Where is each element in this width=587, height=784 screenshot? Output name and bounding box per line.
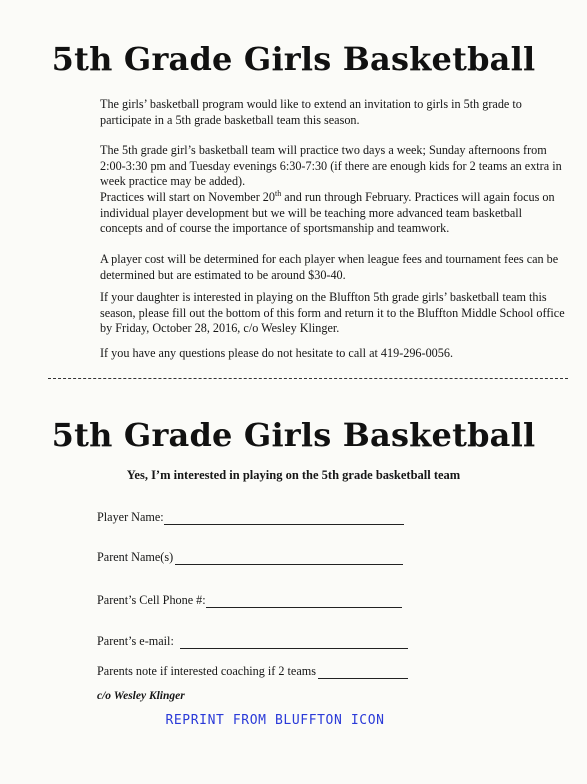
parent-names-field[interactable] — [97, 550, 403, 565]
ordinal-suffix: th — [274, 188, 282, 198]
coaching-interest-blank[interactable] — [318, 666, 408, 679]
form-subheading: Yes, I’m interested in playing on the 5th grade basketball team — [126, 468, 461, 482]
email-field[interactable] — [97, 634, 408, 649]
contact-paragraph: If you have any questions please do not hesitate to call at 419-296-0056. — [100, 346, 454, 360]
cell-phone-blank[interactable] — [206, 595, 402, 608]
player-name-label: Player Name: — [97, 510, 164, 524]
practice-start-text-rest: and run through February. Practices will again focus on individual player development but we will be teaching more advanced team basketball concepts and of course the importance of sportsmanship and teamwork. — [100, 190, 555, 235]
intro-paragraph: The girls’ basketball program would like to extend an invitation to girls in 5th grade to participate in a 5th grade basketball team this season. — [100, 97, 522, 127]
cost-paragraph: A player cost will be determined for each player when league fees and tournament fees can be determined but are estimated to be around $30-40. — [100, 252, 559, 282]
cut-line-divider — [48, 378, 568, 379]
practice-start-text: Practices will start on November 20 — [100, 190, 275, 204]
form-title: 5th Grade Girls Basketball — [51, 416, 536, 454]
parent-names-blank[interactable] — [175, 552, 403, 565]
cell-phone-field[interactable] — [97, 593, 402, 608]
practice-start-paragraph — [100, 190, 565, 237]
parent-names-label: Parent Name(s) — [97, 550, 174, 564]
care-of-note: c/o Wesley Klinger — [97, 690, 185, 702]
page-title: 5th Grade Girls Basketball — [51, 40, 536, 78]
player-name-blank[interactable] — [164, 512, 404, 525]
practice-schedule-paragraph: The 5th grade girl’s basketball team will practice two days a week; Sunday afternoons from 2:00-3:30 pm and Tuesday evenings 6:30-7:30 (if there are enough kids for 2 teams an extra in week practice may be added). — [100, 143, 562, 188]
coaching-interest-label: Parents note if interested coaching if 2 teams — [97, 664, 316, 678]
email-label: Parent’s e-mail: — [97, 634, 174, 648]
cell-phone-label: Parent’s Cell Phone #: — [97, 593, 206, 607]
coaching-interest-field[interactable] — [97, 664, 408, 679]
return-form-paragraph: If your daughter is interested in playing on the Bluffton 5th grade girls’ basketball team this season, please fill out the bottom of this form and return it to the Bluffton Middle School office by Friday, October 28, 2016, c/o Wesley Klinger. — [100, 290, 565, 335]
email-blank[interactable] — [180, 636, 408, 649]
reprint-stamp: REPRINT FROM BLUFFTON ICON — [165, 713, 385, 728]
player-name-field[interactable] — [97, 510, 404, 525]
